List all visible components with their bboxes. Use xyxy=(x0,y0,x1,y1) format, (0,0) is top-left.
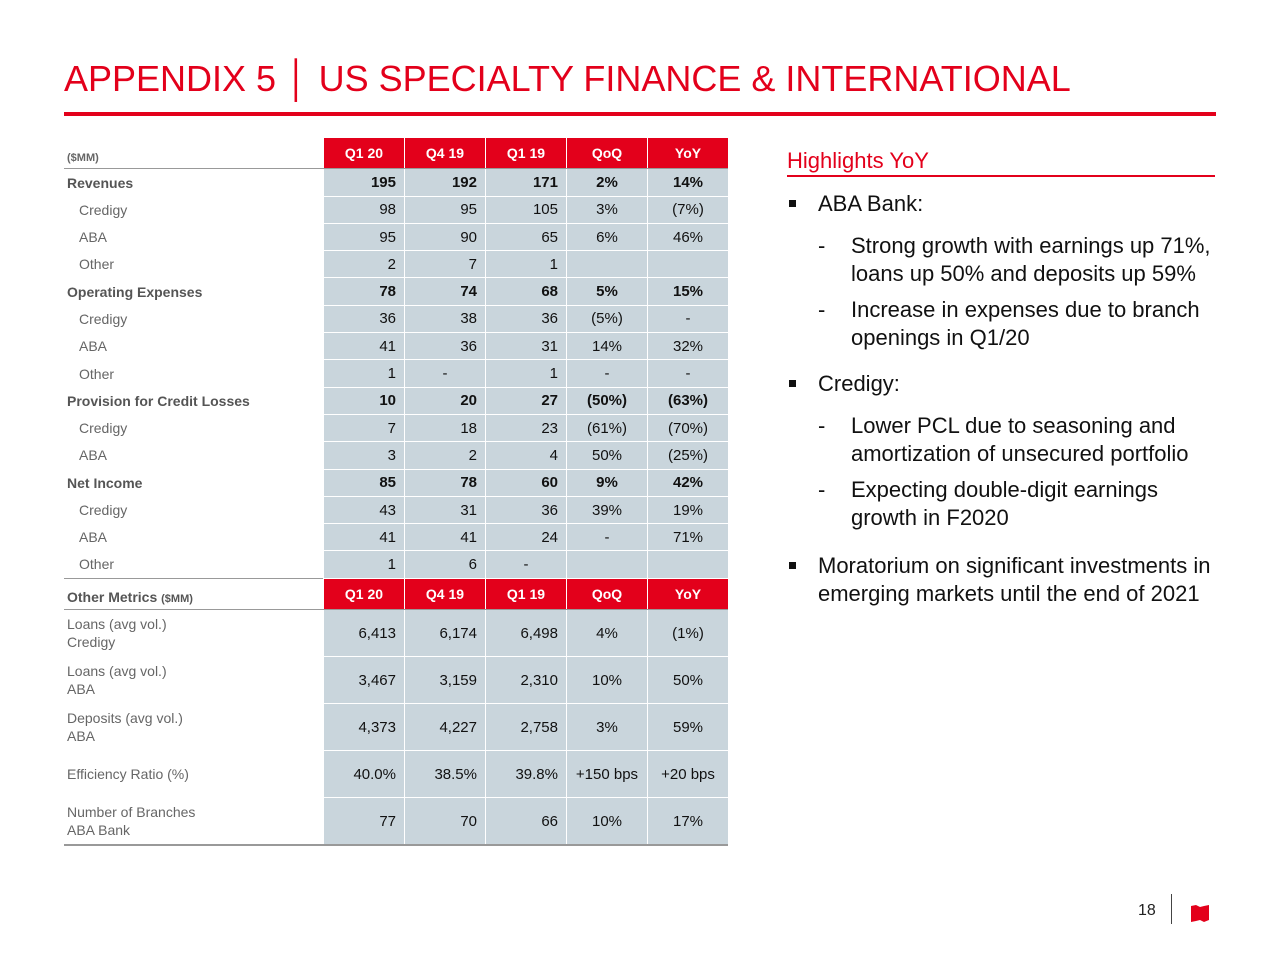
row-label: ABA xyxy=(79,447,108,464)
cell xyxy=(567,551,648,578)
row-label: Provision for Credit Losses xyxy=(67,392,250,409)
page-title: APPENDIX 5 │ US SPECIALTY FINANCE & INTERNATIONAL xyxy=(64,58,1071,99)
metrics-header-label xyxy=(64,578,324,609)
cell: (25%) xyxy=(648,442,729,469)
cell xyxy=(648,251,729,278)
cell: (50%) xyxy=(567,387,648,414)
cell: (7%) xyxy=(648,196,729,223)
cell: - xyxy=(567,360,648,387)
table-row xyxy=(64,169,728,196)
metric-line1: Deposits (avg vol.) xyxy=(67,710,183,727)
cell: - xyxy=(648,360,729,387)
cell: 3 xyxy=(324,442,405,469)
cell: 31 xyxy=(405,496,486,523)
col-header: Q4 19 xyxy=(405,138,486,169)
metric-line1: Loans (avg vol.) xyxy=(67,616,167,633)
cell: 3,467 xyxy=(324,657,405,704)
cell: 41 xyxy=(405,524,486,551)
metric-line2: ABA Bank xyxy=(67,821,131,838)
cell: 23 xyxy=(486,414,567,441)
table-row xyxy=(64,223,728,250)
col-header: Q1 19 xyxy=(486,578,567,609)
cell: 39.8% xyxy=(486,751,567,798)
bank-flag-logo-icon xyxy=(1190,903,1210,923)
cell: 95 xyxy=(405,196,486,223)
cell: 7 xyxy=(405,251,486,278)
cell: +150 bps xyxy=(567,751,648,798)
cell: 105 xyxy=(486,196,567,223)
cell: 2,758 xyxy=(486,704,567,751)
col-header: Q1 20 xyxy=(324,138,405,169)
table-row xyxy=(64,496,728,523)
cell: 3,159 xyxy=(405,657,486,704)
bullet-heading: Credigy: xyxy=(818,371,900,396)
cell: 38 xyxy=(405,305,486,332)
cell: 1 xyxy=(486,251,567,278)
cell: 18 xyxy=(405,414,486,441)
bullet-moratorium xyxy=(787,552,1217,608)
metrics-unit: ($MM) xyxy=(161,593,193,606)
square-bullet-icon xyxy=(789,380,796,387)
sub-bullet xyxy=(787,296,1217,352)
cell: (63%) xyxy=(648,387,729,414)
cell: 20 xyxy=(405,387,486,414)
cell: 59% xyxy=(648,704,729,751)
cell: 3% xyxy=(567,704,648,751)
table-row xyxy=(64,333,728,360)
cell: 9% xyxy=(567,469,648,496)
cell: 60 xyxy=(486,469,567,496)
sub-bullet-text: Lower PCL due to seasoning and amortization of unsecured portfolio xyxy=(851,413,1189,466)
cell: 46% xyxy=(648,223,729,250)
cell: 42% xyxy=(648,469,729,496)
metric-label xyxy=(64,704,324,751)
cell: 5% xyxy=(567,278,648,305)
metric-label xyxy=(64,798,324,846)
cell: (5%) xyxy=(567,305,648,332)
table-row xyxy=(64,360,728,387)
page-number: 18 xyxy=(1138,902,1156,919)
sub-bullet xyxy=(787,232,1217,288)
cell: 41 xyxy=(324,333,405,360)
col-header: YoY xyxy=(648,138,729,169)
financial-table xyxy=(64,138,728,846)
table-row xyxy=(64,305,728,332)
table-row xyxy=(64,551,728,578)
cell: 39% xyxy=(567,496,648,523)
metric-label xyxy=(64,610,324,657)
cell: 1 xyxy=(324,551,405,578)
row-label: ABA xyxy=(79,229,108,246)
cell: 6,174 xyxy=(405,610,486,657)
cell: +20 bps xyxy=(648,751,729,798)
cell: 78 xyxy=(324,278,405,305)
page-divider xyxy=(1171,894,1172,924)
cell: 95 xyxy=(324,223,405,250)
bullet-text: Moratorium on significant investments in emerging markets until the end of 2021 xyxy=(818,553,1211,606)
table-row xyxy=(64,387,728,414)
cell: 6% xyxy=(567,223,648,250)
row-label: Revenues xyxy=(67,174,134,191)
row-label: Operating Expenses xyxy=(67,283,203,300)
cell: 65 xyxy=(486,223,567,250)
metric-line2: ABA xyxy=(67,728,96,745)
table-row xyxy=(64,524,728,551)
cell: 38.5% xyxy=(405,751,486,798)
sub-bullet-text: Increase in expenses due to branch openings in Q1/20 xyxy=(851,297,1200,350)
cell: 19% xyxy=(648,496,729,523)
cell: 195 xyxy=(324,169,405,196)
cell: 36 xyxy=(324,305,405,332)
cell: 43 xyxy=(324,496,405,523)
metric-row xyxy=(64,751,728,798)
cell: 171 xyxy=(486,169,567,196)
metric-label xyxy=(64,657,324,704)
row-label: Credigy xyxy=(79,201,128,218)
sub-bullet xyxy=(787,412,1217,468)
sub-bullet-text: Expecting double-digit earnings growth in F2020 xyxy=(851,477,1158,530)
cell: 36 xyxy=(405,333,486,360)
cell: 14% xyxy=(567,333,648,360)
row-label: Credigy xyxy=(79,310,128,327)
cell: - xyxy=(405,360,486,387)
cell: 2,310 xyxy=(486,657,567,704)
table-row xyxy=(64,251,728,278)
cell: 77 xyxy=(324,798,405,846)
sub-bullet xyxy=(787,476,1217,532)
cell: 6,498 xyxy=(486,610,567,657)
cell: (1%) xyxy=(648,610,729,657)
row-label: Credigy xyxy=(79,420,128,437)
cell xyxy=(567,251,648,278)
cell: 14% xyxy=(648,169,729,196)
metric-row xyxy=(64,657,728,704)
row-label: ABA xyxy=(79,338,108,355)
col-header: QoQ xyxy=(567,138,648,169)
metric-row xyxy=(64,610,728,657)
col-header: Q1 19 xyxy=(486,138,567,169)
cell: 70 xyxy=(405,798,486,846)
row-label: Other xyxy=(79,365,115,382)
cell: - xyxy=(648,305,729,332)
table-row xyxy=(64,442,728,469)
metrics-header-row xyxy=(64,578,728,609)
metric-label xyxy=(64,751,324,798)
cell: 68 xyxy=(486,278,567,305)
row-label: ABA xyxy=(79,529,108,546)
bullet-credigy xyxy=(787,370,1217,398)
dash-icon: - xyxy=(818,297,826,322)
table-row xyxy=(64,469,728,496)
cell: 6,413 xyxy=(324,610,405,657)
bullet-heading: ABA Bank: xyxy=(818,191,924,216)
highlights-list xyxy=(787,190,1217,622)
col-header: Q4 19 xyxy=(405,578,486,609)
unit-label: ($MM) xyxy=(64,138,324,169)
dash-icon: - xyxy=(818,413,826,438)
cell: 71% xyxy=(648,524,729,551)
row-label: Other xyxy=(79,256,115,273)
cell: 36 xyxy=(486,496,567,523)
cell: 85 xyxy=(324,469,405,496)
metric-line1: Efficiency Ratio (%) xyxy=(67,766,189,783)
cell: 1 xyxy=(324,360,405,387)
metrics-title: Other Metrics xyxy=(67,589,158,606)
table-header-row xyxy=(64,138,728,169)
cell: 6 xyxy=(405,551,486,578)
cell: 10 xyxy=(324,387,405,414)
cell: 4,373 xyxy=(324,704,405,751)
cell: 27 xyxy=(486,387,567,414)
metric-line2: ABA xyxy=(67,681,96,698)
cell: 2 xyxy=(405,442,486,469)
dash-icon: - xyxy=(818,233,826,258)
cell: 2 xyxy=(324,251,405,278)
cell: 3% xyxy=(567,196,648,223)
cell: 31 xyxy=(486,333,567,360)
row-label: Net Income xyxy=(67,474,143,491)
metric-line1: Number of Branches xyxy=(67,803,196,820)
cell: 1 xyxy=(486,360,567,387)
metric-line1: Loans (avg vol.) xyxy=(67,663,167,680)
cell: 32% xyxy=(648,333,729,360)
table-row xyxy=(64,278,728,305)
row-label: Credigy xyxy=(79,502,128,518)
metric-row xyxy=(64,704,728,751)
cell: 192 xyxy=(405,169,486,196)
cell: 4 xyxy=(486,442,567,469)
cell: 10% xyxy=(567,798,648,846)
cell: 50% xyxy=(648,657,729,704)
cell: 4% xyxy=(567,610,648,657)
col-header: QoQ xyxy=(567,578,648,609)
cell: 24 xyxy=(486,524,567,551)
col-header: Q1 20 xyxy=(324,578,405,609)
cell: 36 xyxy=(486,305,567,332)
cell: 7 xyxy=(324,414,405,441)
square-bullet-icon xyxy=(789,200,796,207)
cell: - xyxy=(486,551,567,578)
cell: 50% xyxy=(567,442,648,469)
cell: 66 xyxy=(486,798,567,846)
cell: 2% xyxy=(567,169,648,196)
dash-icon: - xyxy=(818,477,826,502)
cell: 40.0% xyxy=(324,751,405,798)
cell: 90 xyxy=(405,223,486,250)
table-row xyxy=(64,414,728,441)
cell xyxy=(648,551,729,578)
highlights-title: Highlights YoY xyxy=(787,148,1215,177)
cell: - xyxy=(567,524,648,551)
sub-bullet-text: Strong growth with earnings up 71%, loans up 50% and deposits up 59% xyxy=(851,233,1211,286)
cell: 98 xyxy=(324,196,405,223)
cell: 15% xyxy=(648,278,729,305)
cell: 78 xyxy=(405,469,486,496)
cell: 4,227 xyxy=(405,704,486,751)
col-header: YoY xyxy=(648,578,729,609)
title-divider xyxy=(64,112,1216,116)
cell: 10% xyxy=(567,657,648,704)
cell: 17% xyxy=(648,798,729,846)
cell: 41 xyxy=(324,524,405,551)
cell: (61%) xyxy=(567,414,648,441)
cell: 74 xyxy=(405,278,486,305)
square-bullet-icon xyxy=(789,562,796,569)
cell: (70%) xyxy=(648,414,729,441)
metric-row xyxy=(64,798,728,846)
bullet-aba xyxy=(787,190,1217,218)
table-row xyxy=(64,196,728,223)
metric-line2: Credigy xyxy=(67,634,116,651)
row-label: Other xyxy=(79,556,115,573)
